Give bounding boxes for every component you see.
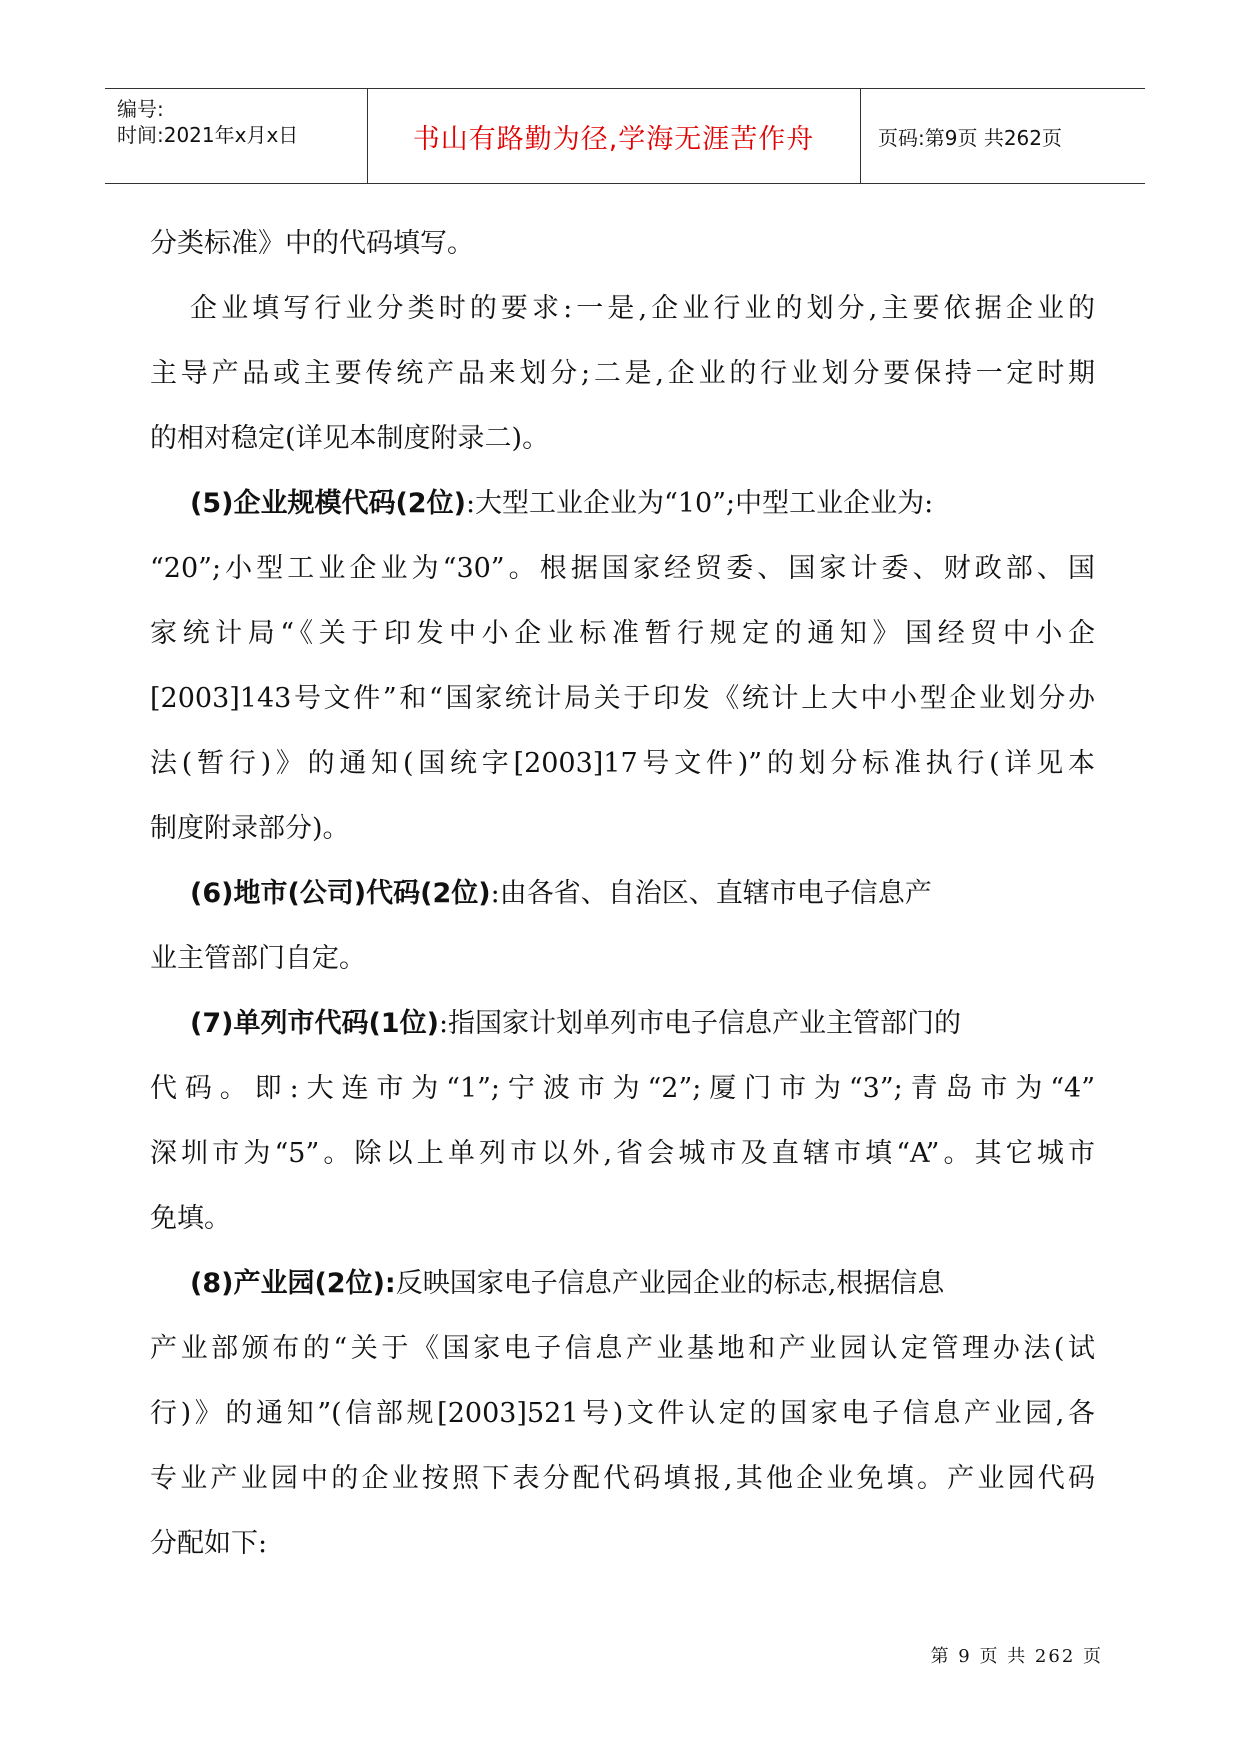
text-line: 业主管部门自定。 — [150, 943, 366, 974]
header-meta-cell — [105, 89, 368, 183]
text-line: 主导产品或主要传统产品来划分;二是,企业的行业划分要保持一定时期 — [150, 358, 1095, 389]
document-time-label: 时间:2021年x月x日 — [117, 123, 299, 147]
section-5-text: :大型工业企业为“10”;中型工业企业为: — [465, 488, 934, 519]
text-line: 家统计局“《关于印发中小企业标准暂行规定的通知》国经贸中小企 — [150, 618, 1095, 649]
page-header — [105, 88, 1145, 184]
text-line: 法(暂行)》的通知(国统字[2003]17号文件)”的划分标准执行(详见本 — [150, 748, 1095, 779]
text-line: 免填。 — [150, 1203, 231, 1234]
section-6-heading-line — [190, 874, 932, 914]
text-line: 行)》的通知”(信部规[2003]521号)文件认定的国家电子信息产业园,各 — [150, 1398, 1095, 1429]
text-line: 产业部颁布的“关于《国家电子信息产业基地和产业园认定管理办法(试 — [150, 1333, 1095, 1364]
text-line: 分配如下: — [150, 1528, 268, 1559]
text-line — [190, 289, 1095, 329]
section-5-heading-line — [190, 484, 933, 524]
section-6-heading: (6)地市(公司)代码(2位) — [190, 878, 491, 909]
text-line: “20”;小型工业企业为“30”。根据国家经贸委、国家计委、财政部、国 — [150, 553, 1095, 584]
text-line: 代码。即:大连市为“1”;宁波市为“2”;厦门市为“3”;青岛市为“4” — [150, 1073, 1095, 1104]
header-page-cell — [860, 89, 1145, 183]
text-line: 深圳市为“5”。除以上单列市以外,省会城市及直辖市填“A”。其它城市 — [150, 1138, 1095, 1169]
document-number-label: 编号: — [117, 97, 164, 121]
header-motto-cell — [367, 89, 861, 183]
section-7-heading-line — [190, 1004, 961, 1044]
text-line: 分类标准》中的代码填写。 — [150, 228, 474, 259]
section-7-heading: (7)单列市代码(1位) — [190, 1008, 439, 1039]
text-line: 专业产业园中的企业按照下表分配代码填报,其他企业免填。产业园代码 — [150, 1463, 1095, 1494]
section-8-heading: (8)产业园(2位): — [190, 1268, 396, 1299]
section-8-heading-line — [190, 1264, 944, 1304]
header-page-code: 页码:第9页 共262页 — [878, 125, 1062, 150]
text-line: 制度附录部分)。 — [150, 813, 350, 844]
text-line: [2003]143号文件”和“国家统计局关于印发《统计上大中小型企业划分办 — [150, 683, 1095, 714]
header-motto: 书山有路勤为径,学海无涯苦作舟 — [412, 123, 815, 155]
page-footer: 第 9 页 共 262 页 — [930, 1646, 1103, 1667]
section-7-text: :指国家计划单列市电子信息产业主管部门的 — [438, 1008, 962, 1039]
section-5-heading: (5)企业规模代码(2位) — [190, 488, 466, 519]
paragraph-text: 企业填写行业分类时的要求:一是,企业行业的划分,主要依据企业的 — [190, 293, 1095, 324]
section-8-text: 反映国家电子信息产业园企业的标志,根据信息 — [395, 1268, 945, 1299]
section-6-text: :由各省、自治区、直辖市电子信息产 — [490, 878, 932, 909]
text-line: 的相对稳定(详见本制度附录二)。 — [150, 423, 550, 454]
